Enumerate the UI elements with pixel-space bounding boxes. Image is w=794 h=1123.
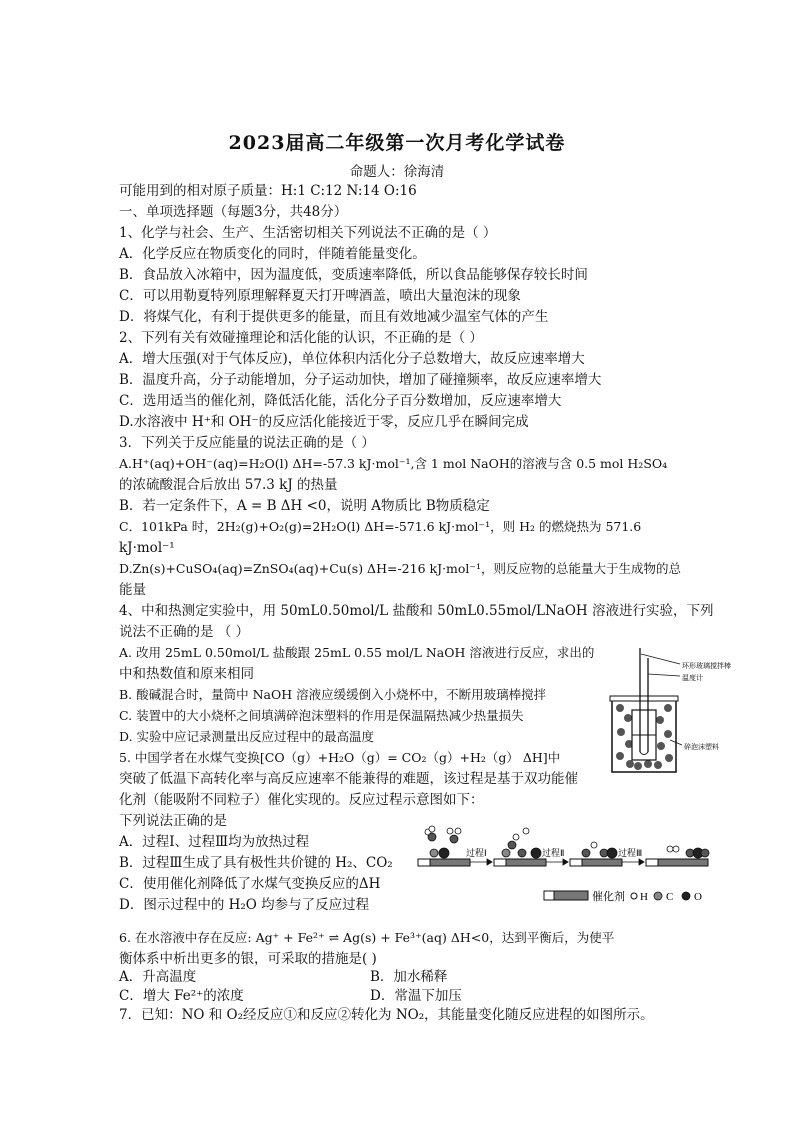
question-5-option-a: A．过程Ⅰ、过程Ⅲ均为放热过程: [119, 834, 310, 850]
question-1-stem: 1、化学与社会、生产、生活密切相关下列说法不正确的是（ ）: [119, 225, 497, 241]
question-4-option-b: B. 酸碱混合时，量筒中 NaOH 溶液应缓缓倒入小烧杯中，不断用玻璃棒搅拌: [119, 687, 547, 702]
label-h: H: [640, 891, 648, 903]
question-4-option-a-cont: 中和热数值和原来相同: [119, 666, 254, 682]
question-2-option-d: D.水溶液中 H⁺和 OH⁻的反应活化能接近于零，反应几乎在瞬间完成: [119, 414, 529, 430]
label-process-2: 过程Ⅱ: [542, 848, 565, 858]
label-c: C: [666, 891, 674, 903]
section-heading: 一、单项选择题（每题3分，共48分）: [119, 204, 348, 220]
question-4-option-c: C. 装置中的大小烧杯之间填满碎泡沫塑料的作用是保温隔热减少热量损失: [119, 708, 524, 723]
question-5-stem-2: 突破了低温下高转化率与高反应速率不能兼得的难题，该过程是基于双功能催: [119, 771, 578, 787]
question-3-option-d: D.Zn(s)+CuSO₄(aq)=ZnSO₄(aq)+Cu(s) ΔH=-216 kJ·mol⁻¹，则反应物的总能量大于生成物的总: [119, 561, 682, 576]
question-2-option-b: B．温度升高，分子动能增加，分子运动加快，增加了碰撞频率，故反应速率增大: [119, 372, 602, 388]
question-1-option-a: A．化学反应在物质变化的同时，伴随着能量变化。: [119, 246, 426, 262]
question-5-option-d: D．图示过程中的 H₂O 均参与了反应过程: [119, 897, 370, 913]
question-3-option-a: A.H⁺(aq)+OH⁻(aq)=H₂O(l) ΔH=-57.3 kJ·mol⁻¹,含 1 mol NaOH的溶液与含 0.5 mol H₂SO₄: [119, 456, 668, 471]
label-stirrer: 环形玻璃搅拌棒: [682, 663, 731, 670]
question-2-stem: 2、下列有关有效碰撞理论和活化能的认识，不正确的是（ ）: [119, 330, 483, 346]
question-7-stem: 7．已知：NO 和 O₂经反应①和反应②转化为 NO₂，其能量变化随反应进程的如图所示。: [119, 1007, 654, 1023]
label-thermometer: 温度计: [682, 675, 703, 682]
question-4-stem: 4、中和热测定实验中，用 50mL0.50mol/L 盐酸和 50mL0.55mol/LNaOH 溶液进行实验，下列: [119, 603, 714, 619]
question-5-option-b: B．过程Ⅲ生成了具有极性共价键的 H₂、CO₂: [119, 855, 393, 871]
question-3-stem: 3．下列关于反应能量的说法正确的是（ ）: [119, 435, 375, 451]
question-2-option-a: A．增大压强(对于气体反应)，单位体积内活化分子总数增大，故反应速率增大: [119, 351, 585, 367]
question-4-option-d: D. 实验中应记录测量出反应过程中的最高温度: [119, 729, 375, 744]
label-o: O: [694, 891, 702, 903]
question-3-option-d-cont: 能量: [119, 582, 146, 598]
question-1-option-d: D．将煤气化，有利于提供更多的能量，而且有效地减少温室气体的产生: [119, 309, 549, 325]
question-4-stem-cont: 说法不正确的是 （ ）: [119, 624, 250, 640]
question-2-option-c: C．选用适当的催化剂，降低活化能，活化分子百分数增加，反应速率增大: [119, 393, 562, 409]
label-process-1: 过程Ⅰ: [466, 848, 487, 858]
question-6-option-c: C．增大 Fe²⁺的浓度: [119, 988, 244, 1004]
label-process-3: 过程Ⅲ: [618, 848, 643, 858]
question-5-stem: 5. 中国学者在水煤气变换[CO（g）+H₂O（g）= CO₂（g）+H₂（g） ΔH]中: [119, 750, 561, 765]
question-3-option-b: B．若一定条件下，A = B ΔH <0，说明 A物质比 B物质稳定: [119, 498, 490, 514]
question-3-option-c-cont: kJ·mol⁻¹: [119, 540, 175, 556]
question-5-stem-3: 化剂（能吸附不同粒子）催化实现的。反应过程示意图如下：: [119, 792, 484, 808]
question-6-option-a: A．升高温度: [119, 969, 197, 985]
question-6-stem: 6. 在水溶液中存在反应: Ag⁺ + Fe²⁺ ⇌ Ag(s) + Fe³⁺(aq) ΔH<0，达到平衡后，为使平: [119, 930, 615, 945]
question-6-option-d: D．常温下加压: [370, 988, 462, 1004]
reaction-process-figure: [412, 825, 712, 910]
author-line: 命题人：徐海清: [349, 164, 445, 180]
question-3-option-c: C．101kPa 时，2H₂(g)+O₂(g)=2H₂O(l) ΔH=-571.6 kJ·mol⁻¹，则 H₂ 的燃烧热为 571.6: [119, 519, 642, 534]
label-catalyst: 催化剂: [592, 891, 625, 903]
page-title: 2023届高二年级第一次月考化学试卷: [228, 132, 566, 154]
question-6-stem-cont: 衡体系中析出更多的银，可采取的措施是( ): [119, 951, 377, 967]
question-4-option-a: A. 改用 25mL 0.50mol/L 盐酸跟 25mL 0.55 mol/L NaOH 溶液进行反应，求出的: [119, 645, 595, 660]
calorimeter-figure: [608, 640, 738, 775]
label-foam: 碎泡沫塑料: [684, 744, 719, 751]
question-3-option-a-cont: 的浓硫酸混合后放出 57.3 kJ 的热量: [119, 477, 338, 493]
question-1-option-c: C．可以用勒夏特列原理解释夏天打开啤酒盖，喷出大量泡沫的现象: [119, 288, 521, 304]
question-5-stem-4: 下列说法正确的是: [119, 813, 227, 829]
question-5-option-c: C．使用催化剂降低了水煤气变换反应的ΔH: [119, 876, 381, 892]
question-6-option-b: B．加水稀释: [370, 969, 448, 985]
question-1-option-b: B．食品放入冰箱中，因为温度低，变质速率降低，所以食品能够保存较长时间: [119, 267, 588, 283]
atomic-masses: 可能用到的相对原子质量：H:1 C:12 N:14 O:16: [119, 183, 417, 199]
